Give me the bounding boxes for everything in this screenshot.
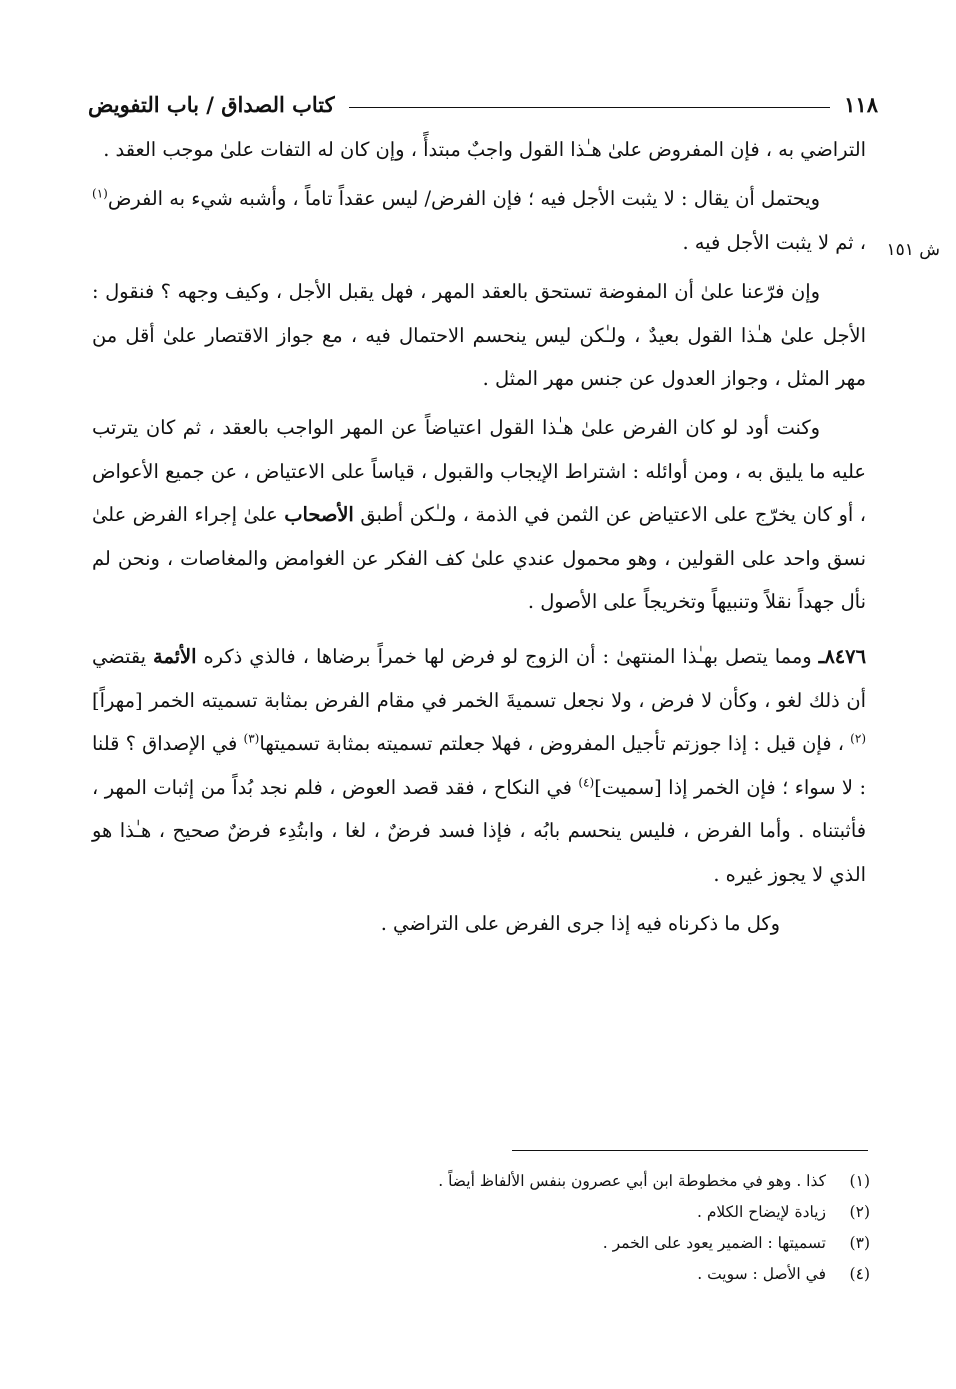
- chapter-title: كتاب الصداق / باب التفويض: [88, 91, 335, 117]
- footnote-number: (٤): [849, 1265, 870, 1283]
- paragraph-6: وكل ما ذكرناه فيه إذا جرى الفرض على التراضي .: [380, 911, 780, 935]
- paragraph-5-text-c: ، فإن قيل : إذا جوزتم تأجيل المفروض ، فهلا جعلتم تسميته بمثابة تسميتها: [259, 732, 851, 756]
- footnote-separator: [512, 1150, 868, 1151]
- footnote-1: [300, 1166, 870, 1197]
- footnote-text: زيادة لإيضاح الكلام .: [696, 1203, 826, 1221]
- footnote-2: [300, 1197, 870, 1228]
- paragraph-5-text-e: في النكاح ، فقد قصد العوض ، فلم نجد بُداً من إثبات المهر ، فأثبتناه . وأما الفرض ، فليس ينحسم بابُه ، فإذا فسد فرضٌ ، لغا ، وابتُدِء فرضٌ صحيح ، هـٰذا هو الذي لا يجوز غيره .: [92, 775, 866, 886]
- footnote-number: (٢): [849, 1203, 870, 1221]
- page-number: ١١٨: [844, 91, 878, 117]
- footnotes: [300, 1166, 870, 1290]
- footnote-3: [300, 1228, 870, 1259]
- footnote-ref-2: (٢): [850, 731, 866, 746]
- paragraph-5: [92, 635, 866, 895]
- paragraph-4-text-a: وكنت أود لو كان الفرض علىٰ هـٰذا القول اعتياضاً عن المهر الواجب بالعقد ، ثم كان يترتب عليه ما يليق به ، ومن أوائله : اشتراط الإيجاب والقبول ، قياساً على الاعتياض ، عن جميع الأعواض ، أو كان يخرّج على الاعتياض عن الثمن في الذمة ، ولـٰكن أطبق: [92, 416, 866, 527]
- margin-reference: ش ١٥١: [886, 240, 940, 260]
- footnote-ref-1: (١): [92, 186, 108, 201]
- paragraph-3: وإن فرّعنا علىٰ أن المفوضة تستحق بالعقد المهر ، فهل يقبل الأجل ، وكيف وجهه ؟ فنقول : الأجل علىٰ هـٰذا القول بعيدٌ ، ولـٰكن ليس ينحسم الاحتمال فيه ، مع جواز الاقتصار علىٰ أقل من مهر المثل ، وجواز العدول عن جنس مهر المثل .: [92, 280, 866, 391]
- footnote-number: (١): [849, 1172, 870, 1190]
- paragraph-2-text-b: ، ثم لا يثبت الأجل فيه .: [682, 230, 866, 254]
- footnote-text: في الأصل : سويت .: [697, 1265, 826, 1283]
- main-text: [92, 128, 866, 945]
- paragraph-5-text-b: يقتضي أن ذلك لغو ، وكأن لا فرض ، ولا نجعل تسميةَ الخمر في مقام الفرض بمثابة تسميته الخمر [مهراً]: [92, 645, 866, 712]
- emphasis-ashab: الأصحاب: [284, 503, 354, 527]
- header-rule: [349, 107, 831, 108]
- paragraph-5-text-d: في الإصداق ؟ قلنا : لا سواء ؛ فإن الخمر إذا [سميت]: [92, 732, 866, 799]
- footnote-4: [300, 1259, 870, 1290]
- paragraph-2-text-a: ويحتمل أن يقال : لا يثبت الأجل فيه ؛ فإن الفرض/ ليس عقداً تاماً ، وأشبه شيء به الفرض: [107, 187, 820, 211]
- emphasis-aimma: الأئمة: [153, 645, 197, 669]
- footnote-ref-4: (٤): [578, 775, 595, 790]
- footnote-text: كذا . وهو في مخطوطة ابن أبي عصرون بنفس الألفاظ أيضاً .: [438, 1172, 826, 1190]
- running-header: [88, 84, 878, 124]
- paragraph-4-text-b: علىٰ إجراء الفرض علىٰ نسق واحد على القولين ، وهو محمول عندي علىٰ كف الفكر عن الغوامض والمغاصات ، ونحن لم نأل جهداً نقلاً وتنبيهاً وتخريجاً على الأصول .: [92, 503, 866, 614]
- paragraph-1: التراضي به ، فإن المفروض علىٰ هـٰذا القول واجبٌ مبتدأً ، وإن كان له التفات علىٰ موجب العقد .: [103, 138, 866, 161]
- footnote-ref-3: (٣): [243, 731, 260, 746]
- footnote-text: تسميتها : الضمير يعود على الخمر .: [602, 1234, 826, 1252]
- paragraph-2: [92, 177, 866, 264]
- paragraph-4: [92, 406, 866, 623]
- footnote-number: (٣): [849, 1234, 870, 1252]
- paragraph-5-text-a: ومما يتصل بهـٰذا المنتهىٰ : أن الزوج لو فرض لها خمراً برضاها ، فالذي ذكره: [196, 645, 819, 669]
- section-number: ٨٤٧٦ـ: [818, 645, 866, 669]
